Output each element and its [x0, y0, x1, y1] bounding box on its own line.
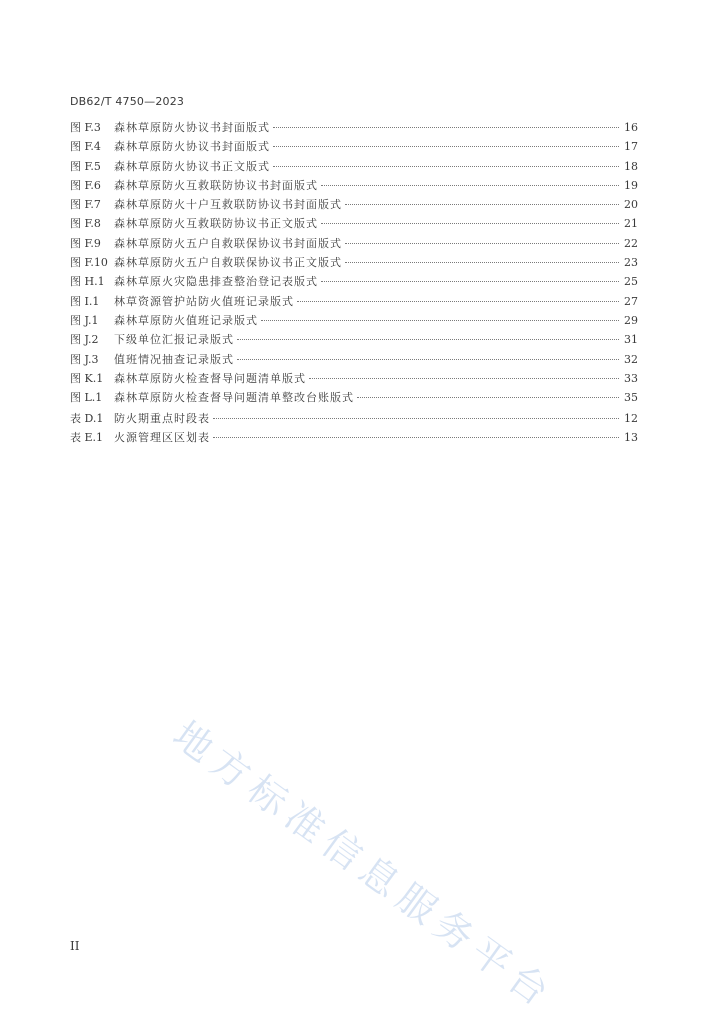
entry-title: 森林草原防火五户自救联保协议书正文版式 [114, 256, 342, 270]
dot-leader [321, 223, 619, 224]
entry-title: 值班情况抽查记录版式 [114, 352, 234, 366]
dot-leader [345, 243, 619, 244]
page-number: II [70, 939, 80, 953]
entry-page: 29 [624, 313, 638, 327]
dot-leader [261, 320, 619, 321]
entry-page: 12 [624, 412, 638, 425]
toc-entry[interactable] [70, 235, 638, 254]
entry-page: 16 [624, 121, 638, 134]
figure-list [70, 119, 638, 408]
entry-title: 森林草原防火协议书封面版式 [114, 121, 270, 134]
entry-number: 图 F.4 [70, 140, 101, 154]
toc-entry[interactable] [70, 312, 638, 331]
entry-title: 森林草原防火互救联防协议书正文版式 [114, 217, 318, 231]
entry-number: 图 F.8 [70, 217, 101, 231]
entry-page: 35 [624, 391, 638, 405]
entry-page: 27 [624, 294, 638, 308]
document-code: DB62/T 4750—2023 [70, 95, 185, 108]
toc-entry[interactable] [70, 177, 638, 196]
dot-leader [273, 166, 619, 167]
toc-entry[interactable] [70, 293, 638, 312]
toc-entry[interactable] [70, 138, 638, 157]
entry-number: 图 F.5 [70, 159, 101, 173]
dot-leader [237, 339, 619, 340]
entry-title: 森林草原防火协议书封面版式 [114, 140, 270, 154]
entry-number: 图 F.6 [70, 178, 101, 192]
toc-entry[interactable] [70, 351, 638, 370]
entry-page: 19 [624, 178, 638, 192]
dot-leader [297, 301, 619, 302]
entry-number: 图 L.1 [70, 391, 103, 405]
watermark-text: 地方标准信息服务平台 [165, 712, 564, 1019]
dot-leader [357, 397, 619, 398]
entry-number: 图 J.3 [70, 352, 99, 366]
toc-entry[interactable] [70, 215, 638, 234]
entry-title: 火源管理区区划表 [114, 431, 210, 445]
entry-title: 森林草原防火检查督导问题清单整改台账版式 [114, 391, 354, 405]
dot-leader [345, 204, 619, 205]
entry-title: 防火期重点时段表 [114, 412, 210, 425]
entry-number: 图 K.1 [70, 371, 104, 385]
entry-title: 森林草原防火检查督导问题清单版式 [114, 371, 306, 385]
toc-entry[interactable] [70, 196, 638, 215]
entry-number: 图 F.3 [70, 121, 101, 134]
entry-title: 森林草原防火十户互救联防协议书封面版式 [114, 198, 342, 212]
entry-page: 22 [624, 236, 638, 250]
toc-entry[interactable] [70, 389, 638, 408]
toc-entry[interactable] [70, 158, 638, 177]
entry-page: 13 [624, 431, 638, 445]
entry-title: 森林草原防火协议书正文版式 [114, 159, 270, 173]
entry-page: 25 [624, 275, 638, 289]
dot-leader [273, 127, 619, 128]
entry-number: 表 D.1 [70, 412, 104, 425]
entry-page: 23 [624, 256, 638, 270]
dot-leader [237, 359, 619, 360]
toc-entry[interactable] [70, 273, 638, 292]
dot-leader [213, 437, 619, 438]
dot-leader [273, 146, 619, 147]
toc-entry[interactable] [70, 429, 638, 448]
toc-entry[interactable] [70, 119, 638, 138]
entry-number: 图 F.9 [70, 236, 101, 250]
entry-page: 20 [624, 198, 638, 212]
table-list [70, 410, 638, 449]
entry-number: 图 J.1 [70, 313, 99, 327]
entry-page: 31 [624, 333, 638, 347]
entry-number: 表 E.1 [70, 431, 104, 445]
toc-entry[interactable] [70, 331, 638, 350]
entry-page: 32 [624, 352, 638, 366]
dot-leader [321, 281, 619, 282]
entry-title: 森林草原防火五户自救联保协议书封面版式 [114, 236, 342, 250]
dot-leader [309, 378, 619, 379]
dot-leader [321, 185, 619, 186]
toc-entry[interactable] [70, 410, 638, 429]
entry-title: 森林草原防火值班记录版式 [114, 313, 258, 327]
entry-number: 图 F.10 [70, 256, 108, 270]
entry-number: 图 H.1 [70, 275, 105, 289]
entry-number: 图 I.1 [70, 294, 100, 308]
entry-number: 图 F.7 [70, 198, 101, 212]
entry-number: 图 J.2 [70, 333, 99, 347]
entry-title: 林草资源管护站防火值班记录版式 [114, 294, 294, 308]
entry-title: 下级单位汇报记录版式 [114, 333, 234, 347]
entry-page: 21 [624, 217, 638, 231]
toc-entry[interactable] [70, 254, 638, 273]
entry-page: 33 [624, 371, 638, 385]
entry-title: 森林草原火灾隐患排查整治登记表版式 [114, 275, 318, 289]
entry-title: 森林草原防火互救联防协议书封面版式 [114, 178, 318, 192]
entry-page: 18 [624, 159, 638, 173]
entry-page: 17 [624, 140, 638, 154]
dot-leader [213, 418, 619, 419]
toc-entry[interactable] [70, 370, 638, 389]
dot-leader [345, 262, 619, 263]
